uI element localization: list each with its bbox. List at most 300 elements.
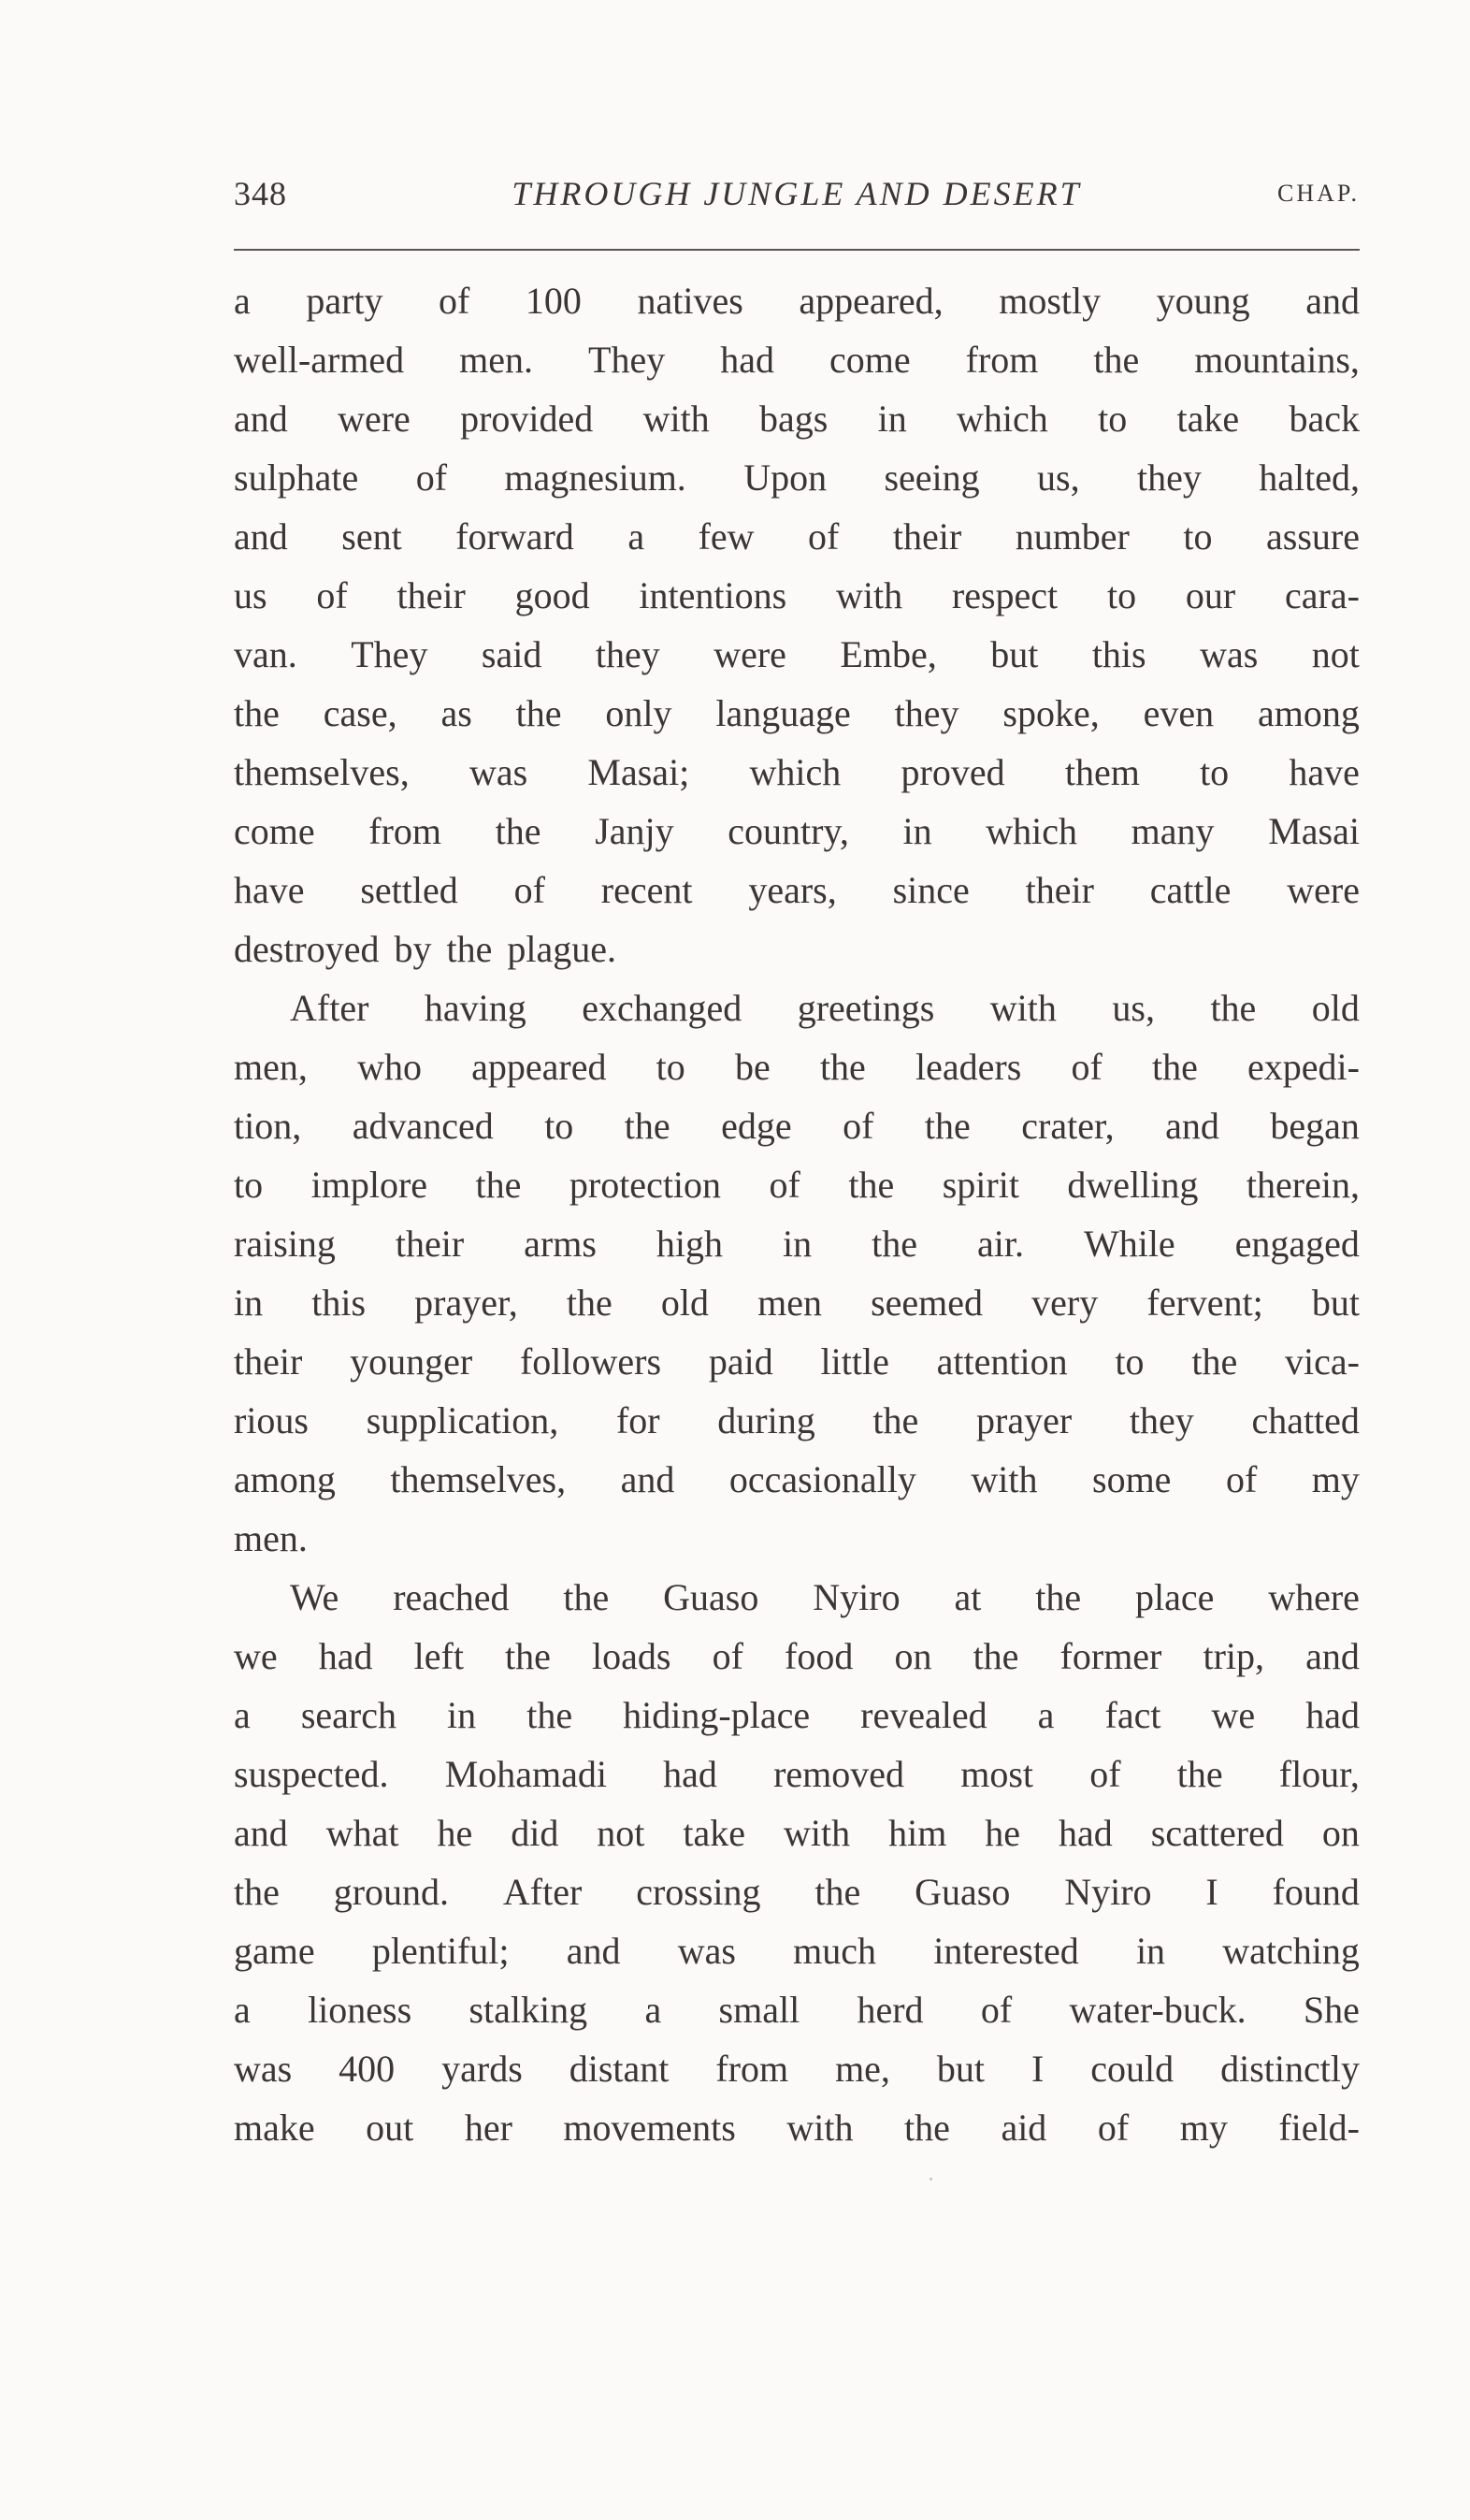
word: many	[1131, 810, 1215, 852]
word: plentiful;	[371, 1930, 510, 1972]
word: seemed	[871, 1282, 984, 1324]
word: engaged	[1234, 1223, 1360, 1265]
word: the	[446, 928, 493, 970]
text-line	[234, 507, 1360, 566]
word: with	[783, 1812, 851, 1854]
word: by	[394, 928, 432, 970]
word: with	[989, 987, 1057, 1029]
word: was	[234, 2048, 293, 2090]
word: the	[234, 1871, 280, 1913]
word: their	[395, 1223, 465, 1265]
word: he	[437, 1812, 473, 1854]
word: with	[971, 1458, 1038, 1500]
word: lioness	[308, 1989, 412, 2031]
word: air.	[976, 1223, 1024, 1265]
word: chatted	[1251, 1399, 1360, 1441]
word: out	[366, 2107, 414, 2149]
word: bags	[758, 398, 829, 440]
word: therein,	[1246, 1164, 1360, 1206]
word: of	[439, 280, 470, 322]
word: crossing	[636, 1871, 761, 1913]
word: respect	[951, 574, 1059, 616]
word: in	[783, 1223, 813, 1265]
word: and	[234, 1812, 288, 1854]
word: was	[677, 1930, 736, 1972]
word: men.	[459, 339, 534, 381]
word: paid	[708, 1340, 773, 1383]
word: had	[1059, 1812, 1113, 1854]
header-rule	[234, 249, 1360, 251]
word: vica-	[1285, 1340, 1360, 1383]
word: attention	[936, 1340, 1068, 1383]
text-line	[234, 625, 1360, 684]
word: ground.	[333, 1871, 450, 1913]
word: come	[234, 810, 315, 852]
word: during	[717, 1399, 815, 1441]
word: mostly	[999, 280, 1102, 322]
word: the	[1093, 339, 1140, 381]
word: few	[698, 515, 755, 558]
word: on	[894, 1635, 932, 1677]
word: of	[712, 1635, 743, 1677]
word: us	[234, 574, 267, 616]
text-line	[234, 1273, 1360, 1332]
word: a	[234, 280, 251, 322]
word: They	[588, 339, 666, 381]
word: 100	[525, 280, 582, 322]
word: some	[1092, 1458, 1172, 1500]
word: old	[1311, 987, 1360, 1029]
word: having	[424, 987, 526, 1029]
word: themselves,	[390, 1458, 567, 1500]
word: destroyed	[234, 928, 380, 970]
text-line	[234, 1155, 1360, 1214]
word: the	[563, 1576, 610, 1618]
word: aid	[1001, 2107, 1047, 2149]
word: very	[1031, 1282, 1099, 1324]
word: take	[683, 1812, 746, 1854]
text-line	[234, 743, 1360, 802]
word: men.	[234, 1517, 308, 1559]
running-head	[234, 174, 1360, 230]
word: said	[481, 633, 542, 675]
word: natives	[637, 280, 743, 322]
word: have	[234, 869, 305, 911]
word: with	[642, 398, 710, 440]
word: us,	[1037, 456, 1080, 499]
word: among	[234, 1458, 336, 1500]
text-line	[234, 1509, 1360, 1568]
word: we	[1211, 1694, 1256, 1736]
text-line	[234, 920, 1360, 978]
body-text	[234, 271, 1360, 2157]
page-number: 348	[234, 175, 287, 212]
word: the	[848, 1164, 895, 1206]
word: he	[985, 1812, 1021, 1854]
text-line	[234, 1686, 1360, 1745]
text-line	[234, 2098, 1360, 2157]
word: my	[1179, 2107, 1228, 2149]
text-line	[234, 330, 1360, 389]
word: themselves,	[234, 751, 410, 793]
word: yards	[441, 2048, 523, 2090]
word: to	[1183, 515, 1213, 558]
word: small	[718, 1989, 800, 2031]
word: young	[1156, 280, 1250, 322]
word: the	[1191, 1340, 1238, 1383]
word: which	[986, 810, 1078, 852]
text-line	[234, 1862, 1360, 1921]
word: exchanged	[582, 987, 742, 1029]
word: little	[820, 1340, 889, 1383]
word: they	[1136, 456, 1202, 499]
word: of	[769, 1164, 800, 1206]
word: this	[1091, 633, 1146, 675]
word: only	[605, 692, 672, 734]
word: their	[234, 1340, 303, 1383]
word: country,	[728, 810, 849, 852]
text-line	[234, 978, 1360, 1037]
word: mountains,	[1194, 339, 1360, 381]
word: the	[526, 1694, 573, 1736]
word: spirit	[942, 1164, 1019, 1206]
word: the	[495, 810, 541, 852]
word: of	[1071, 1046, 1102, 1088]
word: the	[973, 1635, 1019, 1677]
word: in	[447, 1694, 477, 1736]
word: in	[1135, 1930, 1166, 1972]
word: tion,	[234, 1105, 302, 1147]
word: but	[936, 2048, 986, 2090]
word: for	[615, 1399, 660, 1441]
word: Guaso	[663, 1576, 759, 1618]
word: appeared,	[799, 280, 944, 322]
word: of	[1089, 1753, 1121, 1795]
word: edge	[721, 1105, 792, 1147]
word: of	[513, 869, 545, 911]
word: left	[413, 1635, 464, 1677]
word: as	[440, 692, 472, 734]
word: advanced	[352, 1105, 494, 1147]
word: hiding-place	[623, 1694, 811, 1736]
word: us,	[1112, 987, 1155, 1029]
word: to	[1200, 751, 1230, 793]
word: the	[1151, 1046, 1198, 1088]
word: from	[715, 2048, 789, 2090]
word: Masai	[1268, 810, 1360, 852]
text-line	[234, 2039, 1360, 2098]
word: reached	[393, 1576, 510, 1618]
word: crater,	[1021, 1105, 1115, 1147]
word: field-	[1278, 2107, 1360, 2149]
word: they	[1129, 1399, 1194, 1441]
word: and	[1305, 1635, 1360, 1677]
word: the	[872, 1223, 917, 1265]
word: take	[1176, 398, 1240, 440]
word: cattle	[1149, 869, 1232, 911]
word: food	[785, 1635, 854, 1677]
word: the	[475, 1164, 522, 1206]
word: van.	[234, 633, 297, 675]
word: could	[1090, 2048, 1175, 2090]
text-line	[234, 684, 1360, 743]
word: a	[234, 1694, 251, 1736]
word: of	[1097, 2107, 1130, 2149]
word: leaders	[915, 1046, 1022, 1088]
word: the	[904, 2107, 950, 2149]
word: removed	[773, 1753, 905, 1795]
word: from	[368, 810, 442, 852]
word: was	[1200, 633, 1259, 675]
word: where	[1268, 1576, 1360, 1618]
word: While	[1083, 1223, 1175, 1265]
word: even	[1143, 692, 1215, 734]
word: was	[468, 751, 528, 793]
word: scattered	[1150, 1812, 1284, 1854]
word: and	[1165, 1105, 1219, 1147]
text-line	[234, 1745, 1360, 1803]
word: game	[234, 1930, 315, 1972]
word: began	[1270, 1105, 1360, 1147]
word: to	[234, 1164, 264, 1206]
word: but	[990, 633, 1039, 675]
word: greetings	[797, 987, 935, 1029]
word: were	[338, 398, 411, 440]
word: occasionally	[728, 1458, 916, 1500]
word: I	[1205, 1871, 1218, 1913]
word: me,	[835, 2048, 890, 2090]
word: loads	[592, 1635, 671, 1677]
word: halted,	[1259, 456, 1360, 499]
text-line	[234, 389, 1360, 448]
word: trip,	[1203, 1635, 1265, 1677]
word: supplication,	[366, 1399, 559, 1441]
word: old	[660, 1282, 709, 1324]
word: the	[924, 1105, 971, 1147]
word: After	[290, 987, 369, 1029]
word: with	[835, 574, 903, 616]
word: to	[1098, 398, 1128, 440]
word: movements	[563, 2107, 736, 2149]
chapter-label: CHAP.	[1277, 180, 1360, 207]
word: herd	[857, 1989, 924, 2031]
word: to	[656, 1046, 685, 1088]
word: recent	[600, 869, 693, 911]
word: good	[514, 574, 590, 616]
word: Janjy	[595, 810, 674, 852]
word: distinctly	[1220, 2048, 1360, 2090]
word: him	[888, 1812, 947, 1854]
word: which	[749, 751, 842, 793]
word: men	[757, 1282, 822, 1324]
word: to	[1106, 574, 1137, 616]
word: After	[502, 1871, 583, 1913]
word: I	[1030, 2048, 1045, 2090]
text-line	[234, 1568, 1360, 1627]
word: water-buck.	[1069, 1989, 1247, 2031]
word: most	[960, 1753, 1034, 1795]
word: they	[595, 633, 660, 675]
word: back	[1289, 398, 1360, 440]
word: assure	[1266, 515, 1360, 558]
word: years,	[748, 869, 837, 911]
word: high	[656, 1223, 724, 1265]
word: of	[1225, 1458, 1258, 1500]
word: with	[786, 2107, 854, 2149]
word: flour,	[1278, 1753, 1360, 1795]
word: intentions	[639, 574, 787, 616]
word: magnesium.	[504, 456, 686, 499]
word: men,	[234, 1046, 308, 1088]
word: the	[234, 692, 280, 734]
word: the	[814, 1871, 861, 1913]
word: their	[396, 574, 466, 616]
word: their	[892, 515, 962, 558]
word: my	[1311, 1458, 1360, 1500]
word: arms	[524, 1223, 597, 1265]
text-line	[234, 271, 1360, 330]
word: She	[1303, 1989, 1360, 2031]
text-line	[234, 1037, 1360, 1096]
word: dwelling	[1067, 1164, 1199, 1206]
word: of	[415, 456, 448, 499]
word: who	[357, 1046, 422, 1088]
word: at	[954, 1576, 982, 1618]
word: protection	[569, 1164, 722, 1206]
word: sent	[341, 515, 402, 558]
word: what	[325, 1812, 399, 1854]
text-line	[234, 1921, 1360, 1980]
word: in	[234, 1282, 264, 1324]
word: they	[894, 692, 959, 734]
running-title: THROUGH JUNGLE AND DESERT	[512, 175, 1082, 212]
word: plague.	[507, 928, 617, 970]
word: the	[566, 1282, 612, 1324]
word: on	[1321, 1812, 1360, 1854]
word: fact	[1104, 1694, 1161, 1736]
word: 400	[339, 2048, 396, 2090]
text-line	[234, 1627, 1360, 1686]
word: in	[902, 810, 932, 852]
word: well-armed	[234, 339, 405, 381]
word: a	[1037, 1694, 1055, 1736]
word: seeing	[884, 456, 980, 499]
word: provided	[460, 398, 594, 440]
word: revealed	[860, 1694, 987, 1736]
word: had	[663, 1753, 717, 1795]
word: among	[1258, 692, 1360, 734]
word: expedi-	[1247, 1046, 1360, 1088]
word: case,	[323, 692, 397, 734]
word: prayer	[976, 1399, 1073, 1441]
word: They	[351, 633, 428, 675]
word: and	[1305, 280, 1360, 322]
word: not	[597, 1812, 645, 1854]
word: and	[620, 1458, 675, 1500]
word: since	[892, 869, 970, 911]
word: a	[644, 1989, 662, 2031]
word: but	[1311, 1282, 1360, 1324]
word: forward	[455, 515, 574, 558]
word: language	[715, 692, 851, 734]
word: make	[234, 2107, 315, 2149]
text-line	[234, 1332, 1360, 1391]
word: the	[872, 1399, 919, 1441]
word: Upon	[743, 456, 828, 499]
word: had	[318, 1635, 373, 1677]
word: the	[515, 692, 562, 734]
word: the	[624, 1105, 670, 1147]
word: were	[1287, 869, 1360, 911]
word: We	[290, 1576, 339, 1618]
word: implore	[310, 1164, 428, 1206]
word: their	[1025, 869, 1094, 911]
text-line	[234, 802, 1360, 861]
word: to	[1115, 1340, 1145, 1383]
word: the	[1176, 1753, 1223, 1795]
word: have	[1289, 751, 1360, 793]
word: Nyiro	[1064, 1871, 1152, 1913]
word: younger	[350, 1340, 473, 1383]
word: Embe,	[840, 633, 937, 675]
word: of	[843, 1105, 874, 1147]
word: fervent;	[1146, 1282, 1263, 1324]
word: from	[965, 339, 1039, 381]
word: had	[1305, 1694, 1360, 1736]
word: be	[734, 1046, 771, 1088]
word: found	[1272, 1871, 1360, 1913]
word: place	[1134, 1576, 1215, 1618]
word: proved	[901, 751, 1005, 793]
paper-speck	[930, 2178, 932, 2180]
word: the	[819, 1046, 866, 1088]
word: search	[300, 1694, 396, 1736]
word: our	[1185, 574, 1236, 616]
word: distant	[569, 2048, 670, 2090]
word: of	[316, 574, 348, 616]
word: cara-	[1285, 574, 1360, 616]
word: and	[234, 515, 288, 558]
word: sulphate	[234, 456, 359, 499]
word: Guaso	[915, 1871, 1011, 1913]
word: come	[829, 339, 911, 381]
word: were	[713, 633, 786, 675]
word: in	[877, 398, 907, 440]
word: Mohamadi	[444, 1753, 607, 1795]
text-line	[234, 566, 1360, 625]
word: and	[566, 1930, 621, 1972]
word: her	[464, 2107, 512, 2149]
word: watching	[1222, 1930, 1360, 1972]
text-line	[234, 1096, 1360, 1155]
word: interested	[933, 1930, 1079, 1972]
word: and	[234, 398, 288, 440]
word: settled	[360, 869, 458, 911]
text-line	[234, 1450, 1360, 1509]
word: them	[1064, 751, 1140, 793]
word: prayer,	[414, 1282, 518, 1324]
text-line	[234, 1803, 1360, 1862]
word: former	[1059, 1635, 1162, 1677]
word: stalking	[468, 1989, 588, 2031]
text-line	[234, 448, 1360, 507]
word: raising	[234, 1223, 336, 1265]
word: appeared	[471, 1046, 607, 1088]
text-line	[234, 1980, 1360, 2039]
word: Nyiro	[813, 1576, 901, 1618]
word: number	[1015, 515, 1130, 558]
word: Masai;	[587, 751, 690, 793]
